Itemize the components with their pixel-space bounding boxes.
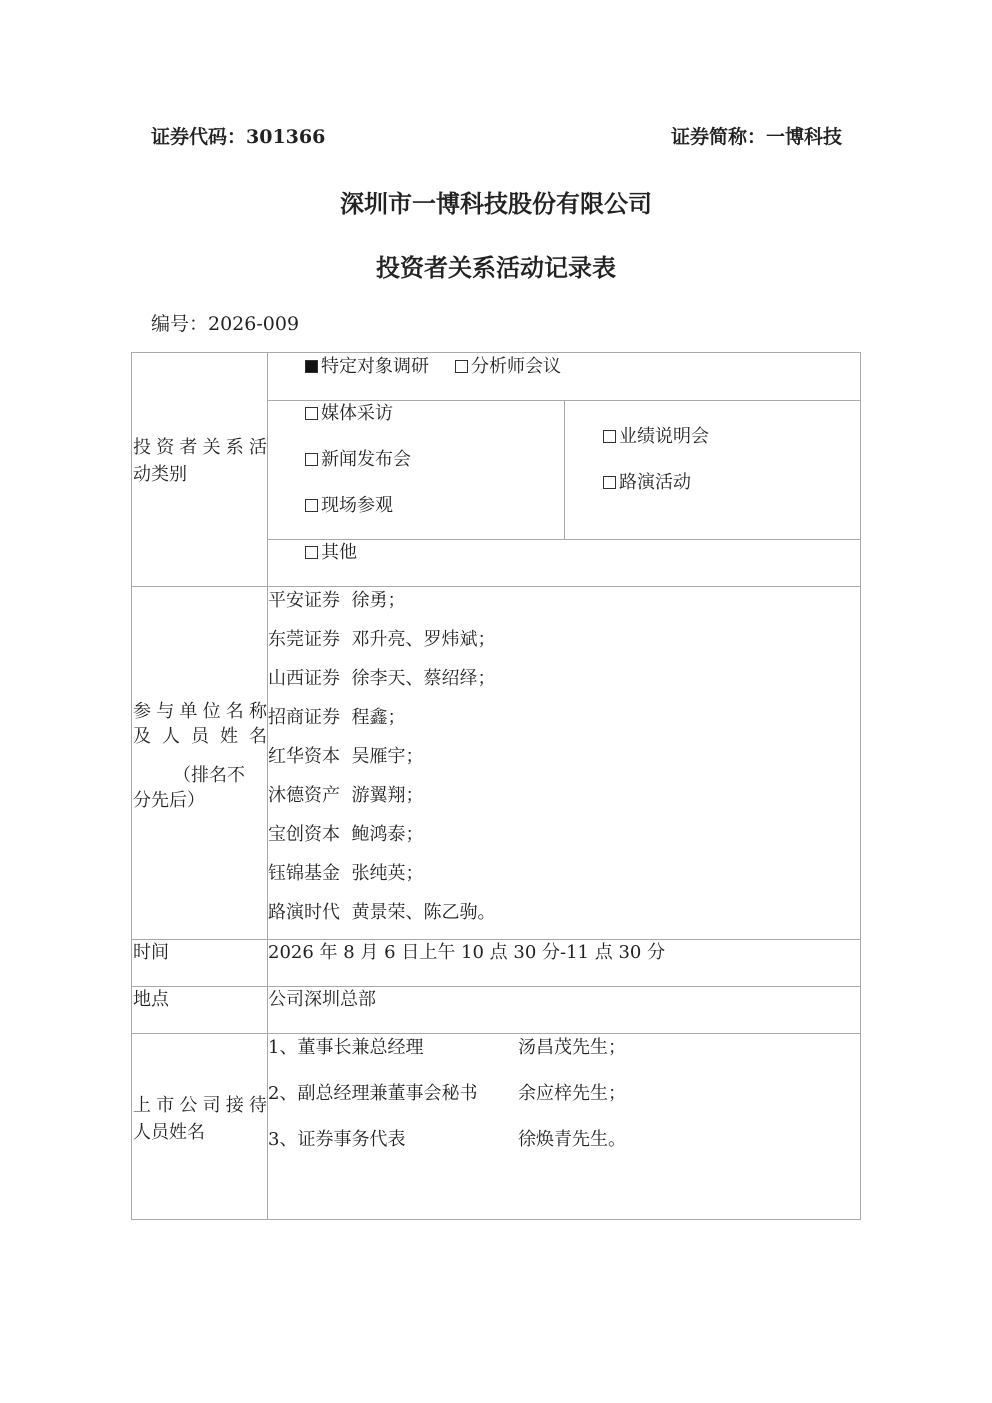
time-label: 时间 [133,942,169,963]
serial-number: 编号：2026-009 [151,313,300,335]
checked-box-icon [305,360,318,373]
stock-name: 证券简称：一博科技 [670,126,842,148]
checkbox-icon [305,407,318,420]
option-analyst-meeting: 分析师会议 [455,356,561,378]
location-label: 地点 [133,989,169,1010]
participant-row: 沐德资产 游翼翔； [268,785,424,806]
participant-row: 宝创资本 鲍鸿泰； [268,824,424,845]
participant-row: 平安证券 徐勇； [268,590,406,611]
stock-code: 证券代码：301366 [151,126,326,148]
participant-row: 东莞证券 邓升亮、罗炜斌； [268,629,496,650]
checkbox-icon [305,546,318,559]
participant-row: 钰锦基金 张纯英； [268,863,424,884]
participant-row: 路演时代 黄景荣、陈乙驹。 [268,902,496,923]
option-site-visit: 现场参观 [305,495,393,517]
participant-row: 红华资本 吴雁宇； [268,746,424,767]
reception-role: 3、证券事务代表 [268,1129,406,1150]
participant-row: 山西证券 徐李天、蔡绍绎； [268,668,496,689]
form-title: 投资者关系活动记录表 [376,253,616,282]
checkbox-icon [603,476,616,489]
checkbox-icon [455,360,468,373]
activity-type-label: 投资者关系活 动类别 [133,437,267,485]
reception-name: 汤昌茂先生； [518,1037,626,1058]
participants-label: 参与单位名称 及人员姓名 （排名不 分先后） [133,701,267,811]
time-value: 2026 年 8 月 6 日上午 10 点 30 分-11 点 30 分 [268,942,666,963]
reception-role: 2、副总经理兼董事会秘书 [268,1083,478,1104]
checkbox-icon [305,453,318,466]
reception-label: 上市公司接待 人员姓名 [133,1095,267,1143]
location-value: 公司深圳总部 [268,989,376,1010]
checkbox-icon [603,430,616,443]
reception-role: 1、董事长兼总经理 [268,1037,424,1058]
company-title: 深圳市一博科技股份有限公司 [340,189,652,218]
option-press-conference: 新闻发布会 [305,449,411,471]
option-media-interview: 媒体采访 [305,403,393,425]
option-other: 其他 [305,542,357,564]
checkbox-icon [305,499,318,512]
reception-name: 余应梓先生； [518,1083,626,1104]
option-earnings-call: 业绩说明会 [603,426,709,448]
participant-row: 招商证券 程鑫； [268,707,406,728]
option-roadshow: 路演活动 [603,472,691,494]
reception-name: 徐焕青先生。 [518,1129,626,1150]
option-specific-research: 特定对象调研 [305,356,429,378]
record-table [131,352,861,1220]
